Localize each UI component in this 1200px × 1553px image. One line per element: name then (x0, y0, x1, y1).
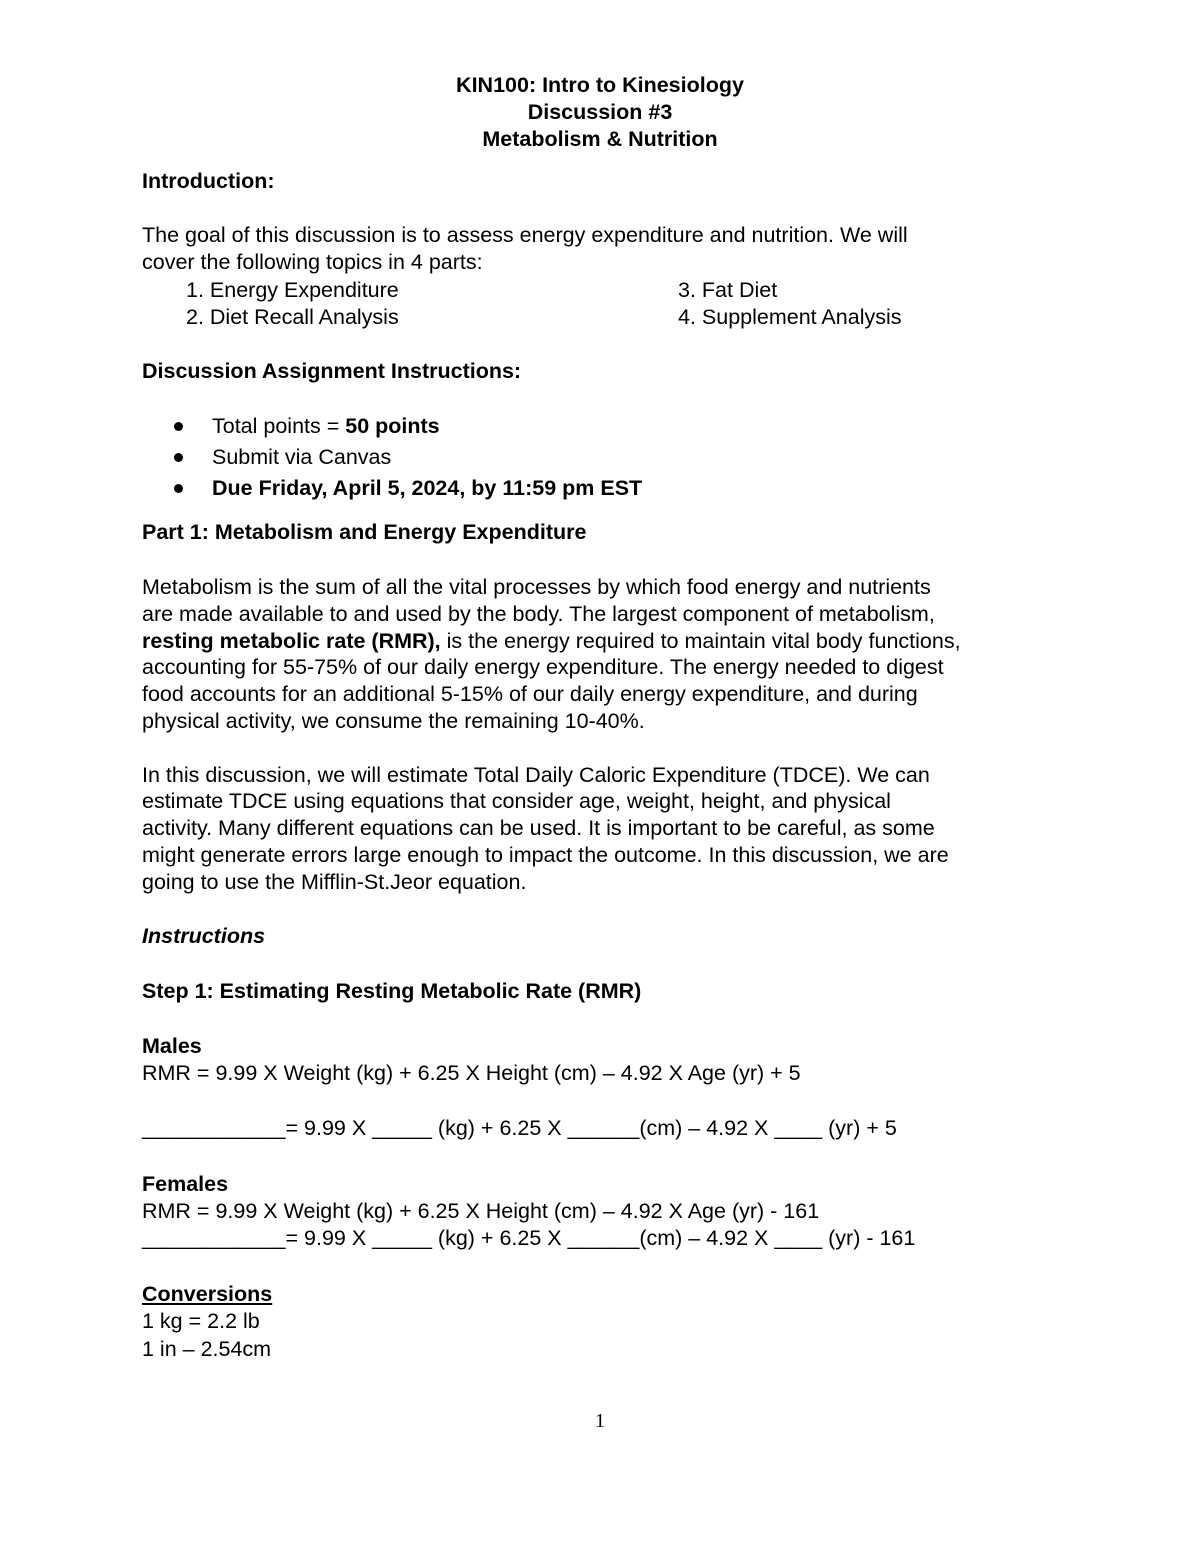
topic-item-2: 2. Diet Recall Analysis (186, 305, 399, 329)
topic-item-4: 4. Supplement Analysis (678, 305, 902, 329)
rmr-term: resting metabolic rate (RMR), (142, 629, 441, 653)
part1-para2-line3: activity. Many different equations can be used. It is important to be careful, as some (142, 816, 935, 840)
total-points-item (212, 416, 440, 438)
course-title: KIN100: Intro to Kinesiology (456, 73, 744, 97)
discussion-number: Discussion #3 (527, 100, 673, 124)
topic-item-1: 1. Energy Expenditure (186, 278, 399, 302)
part1-para1-line3 (142, 631, 961, 653)
part1-para1-line1: Metabolism is the sum of all the vital processes by which food energy and nutrients (142, 575, 931, 599)
due-date-item: Due Friday, April 5, 2024, by 11:59 pm EST (212, 476, 643, 500)
intro-line-1: The goal of this discussion is to assess energy expenditure and nutrition. We will (142, 223, 908, 247)
part1-heading: Part 1: Metabolism and Energy Expenditure (142, 520, 587, 544)
part1-para2-line2: estimate TDCE using equations that consider age, weight, height, and physical (142, 789, 891, 813)
topic-item-3: 3. Fat Diet (678, 278, 778, 302)
submit-item: Submit via Canvas (212, 445, 392, 469)
females-equation: RMR = 9.99 X Weight (kg) + 6.25 X Height (cm) – 4.92 X Age (yr) - 161 (142, 1199, 820, 1223)
males-equation: RMR = 9.99 X Weight (kg) + 6.25 X Height (cm) – 4.92 X Age (yr) + 5 (142, 1061, 801, 1085)
females-fill-in-equation: ____________= 9.99 X _____ (kg) + 6.25 X ______(cm) – 4.92 X ____ (yr) - 161 (142, 1226, 916, 1250)
total-points-label: Total points = (212, 414, 346, 438)
males-fill-in-equation: ____________= 9.99 X _____ (kg) + 6.25 X ______(cm) – 4.92 X ____ (yr) + 5 (142, 1116, 897, 1140)
females-label: Females (142, 1172, 229, 1196)
kg-conversion: 1 kg = 2.2 lb (142, 1309, 260, 1333)
rmr-definition: is the energy required to maintain vital body functions, (440, 629, 961, 653)
part1-para1-line2: are made available to and used by the body. The largest component of metabolism, (142, 602, 935, 626)
part1-para2-line1: In this discussion, we will estimate Total Daily Caloric Expenditure (TDCE). We can (142, 763, 930, 787)
part1-para1-line5: food accounts for an additional 5-15% of our daily energy expenditure, and during (142, 682, 918, 706)
part1-para2-line5: going to use the Mifflin-St.Jeor equation. (142, 870, 527, 894)
bullet-icon (174, 453, 186, 465)
discussion-topic: Metabolism & Nutrition (482, 127, 718, 151)
part1-para2-line4: might generate errors large enough to impact the outcome. In this discussion, we are (142, 843, 949, 867)
intro-line-2: cover the following topics in 4 parts: (142, 250, 483, 274)
step1-heading: Step 1: Estimating Resting Metabolic Rate (RMR) (142, 979, 642, 1003)
bullet-icon (174, 422, 186, 434)
part1-para1-line4: accounting for 55-75% of our daily energy expenditure. The energy needed to digest (142, 655, 944, 679)
inch-conversion: 1 in – 2.54cm (142, 1337, 272, 1361)
instructions-heading: Instructions (142, 924, 266, 948)
males-label: Males (142, 1034, 202, 1058)
page-number: 1 (595, 1410, 605, 1432)
introduction-heading: Introduction: (142, 169, 275, 193)
part1-para1-line6: physical activity, we consume the remaining 10-40%. (142, 709, 645, 733)
assignment-instructions-heading: Discussion Assignment Instructions: (142, 359, 522, 383)
bullet-icon (174, 484, 186, 496)
total-points-value: 50 points (345, 414, 440, 438)
conversions-heading: Conversions (142, 1282, 273, 1306)
